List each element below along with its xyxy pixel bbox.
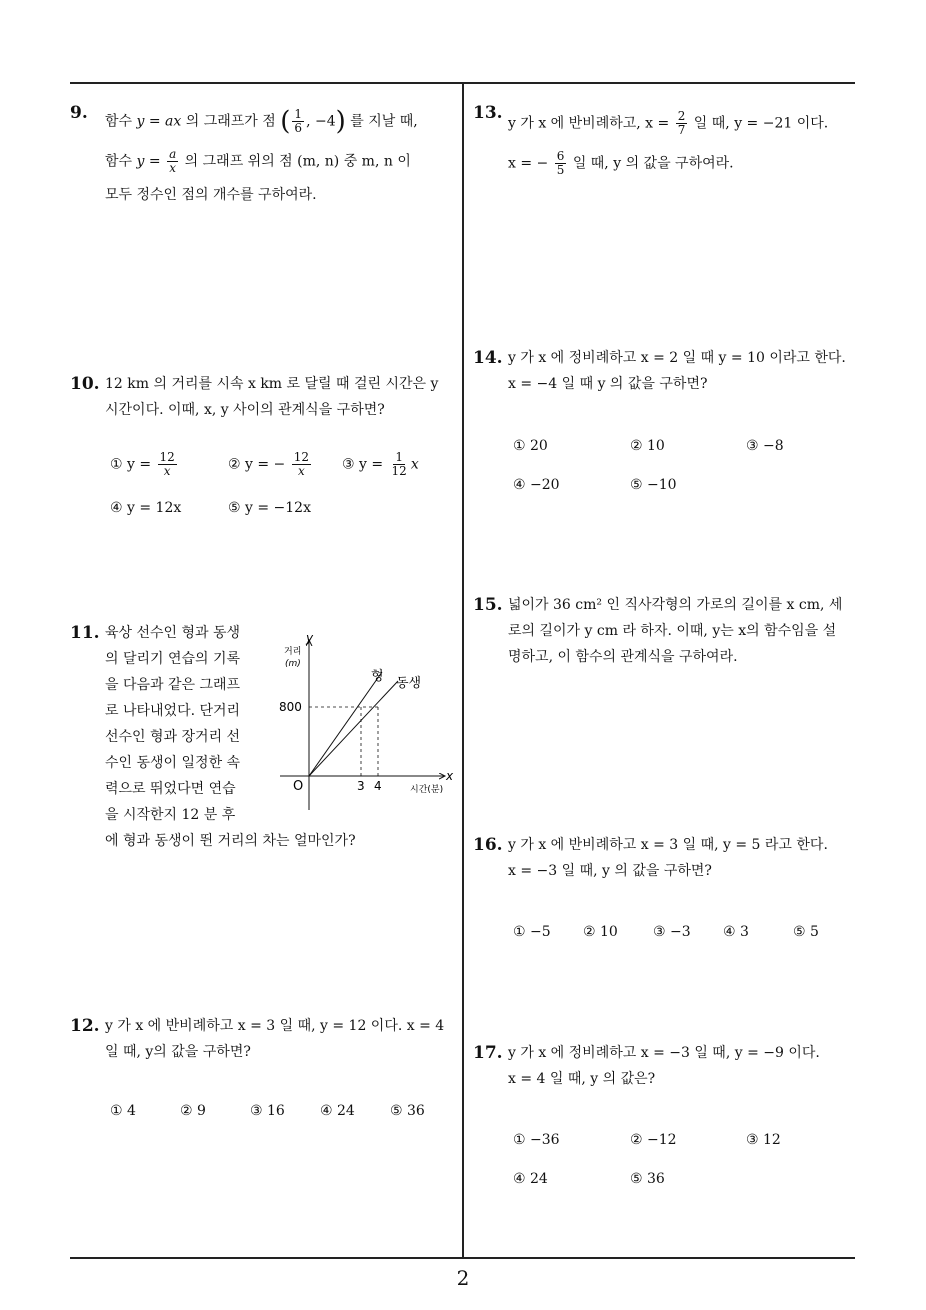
distance-time-graph	[270, 630, 455, 815]
dongsaeng-label: 동생	[396, 676, 422, 691]
option-1[interactable]: ① −5	[513, 924, 551, 940]
page-number: 2	[456, 1266, 470, 1290]
q9-line1: 함수 y = ax 의 그래프가 점 ( $\frac{1}{6}$ , −4) 를 지날 때,	[105, 106, 418, 137]
option-4[interactable]: ④ 24	[513, 1171, 548, 1187]
option-2[interactable]: ② −12	[630, 1132, 677, 1148]
q11-line: 육상 선수인 형과 동생	[105, 625, 241, 641]
question-number: 11.	[70, 623, 100, 643]
option-2[interactable]: ② 10	[583, 924, 618, 940]
option-5[interactable]: ⑤ 36	[390, 1103, 425, 1119]
option-5[interactable]: ⑤ 5	[793, 924, 819, 940]
q15-line2: 로의 길이가 y cm 라 하자. 이때, y는 x의 함수임을 설	[508, 623, 837, 639]
option-2[interactable]: ② 10	[630, 438, 665, 454]
q9-line2: 함수 y = $\frac{a}{x}$ 의 그래프 위의 점 (m, n) 중 m, n 이	[105, 147, 411, 175]
y-title-2: (m)	[285, 659, 301, 669]
question-number: 10.	[70, 374, 100, 394]
option-4[interactable]: ④ −20	[513, 477, 560, 493]
q13-line2: x = − $\frac{6}{5}$ 일 때, y 의 값을 구하여라.	[508, 149, 734, 177]
question-15	[473, 592, 863, 682]
option-1[interactable]: ① −36	[513, 1132, 560, 1148]
question-number: 16.	[473, 835, 503, 855]
question-16	[473, 832, 858, 942]
q17-line1: y 가 x 에 정비례하고 x = −3 일 때, y = −9 이다.	[508, 1045, 820, 1061]
q14-line2: x = −4 일 때 y 의 값을 구하면?	[508, 376, 708, 392]
q15-line1: 넓이가 36 cm² 인 직사각형의 가로의 길이를 x cm, 세	[508, 597, 843, 613]
question-number: 15.	[473, 595, 503, 615]
question-13	[473, 100, 858, 190]
q9-line3: 모두 정수인 점의 개수를 구하여라.	[105, 187, 317, 203]
q11-body	[105, 620, 265, 828]
q16-line2: x = −3 일 때, y 의 값을 구하면?	[508, 863, 712, 879]
hyung-line	[309, 672, 382, 776]
question-9	[70, 100, 455, 220]
y-title-1: 거리	[284, 647, 302, 657]
q12-line1: y 가 x 에 반비례하고 x = 3 일 때, y = 12 이다. x = 4	[105, 1018, 445, 1034]
question-number: 9.	[70, 103, 88, 123]
option-4[interactable]: ④ 3	[723, 924, 749, 940]
y-axis-label: y	[306, 631, 314, 645]
question-10	[70, 371, 455, 521]
column-divider	[462, 83, 464, 1258]
q11-line: 로 나타내었다. 단거리	[105, 703, 241, 719]
q14-line1: y 가 x 에 정비례하고 x = 2 일 때 y = 10 이라고 한다.	[508, 350, 846, 366]
question-number: 14.	[473, 348, 503, 368]
x-tick-4: 4	[374, 779, 382, 793]
option-4[interactable]: ④ y = 12x	[110, 500, 182, 516]
dongsaeng-line	[309, 681, 398, 776]
question-17	[473, 1040, 858, 1190]
x-axis-label: x	[446, 769, 454, 783]
option-1[interactable]: ① y = $\frac{12}{x}$	[110, 450, 175, 478]
q10-line2: 시간이다. 이때, x, y 사이의 관계식을 구하면?	[105, 402, 385, 418]
option-1[interactable]: ① 20	[513, 438, 548, 454]
q15-line3: 명하고, 이 함수의 관계식을 구하여라.	[508, 649, 738, 665]
q11-line: 을 다음과 같은 그래프	[105, 677, 241, 693]
origin-label: O	[293, 779, 304, 794]
option-3[interactable]: ③ −8	[746, 438, 784, 454]
question-number: 13.	[473, 103, 503, 123]
option-5[interactable]: ⑤ −10	[630, 477, 677, 493]
option-4[interactable]: ④ 24	[320, 1103, 355, 1119]
q11-line: 을 시작한지 12 분 후	[105, 807, 236, 823]
option-3[interactable]: ③ 12	[746, 1132, 781, 1148]
q11-line: 력으로 뛰었다면 연습	[105, 781, 236, 797]
question-14	[473, 345, 858, 495]
q10-line1: 12 km 의 거리를 시속 x km 로 달릴 때 걸린 시간은 y	[105, 376, 439, 392]
x-title: 시간(분)	[410, 785, 444, 795]
option-2[interactable]: ② 9	[180, 1103, 206, 1119]
option-3[interactable]: ③ 16	[250, 1103, 285, 1119]
q11-line: 선수인 형과 장거리 선	[105, 729, 241, 745]
question-number: 12.	[70, 1016, 100, 1036]
q16-line1: y 가 x 에 반비례하고 x = 3 일 때, y = 5 라고 한다.	[508, 837, 828, 853]
q11-last-line: 에 형과 동생이 뛴 거리의 차는 얼마인가?	[105, 833, 356, 849]
q13-line1: y 가 x 에 반비례하고, x = $\frac{2}{7}$ 일 때, y = −21 이다.	[508, 109, 829, 137]
q17-line2: x = 4 일 때, y 의 값은?	[508, 1071, 656, 1087]
q11-line: 수인 동생이 일정한 속	[105, 755, 241, 771]
option-3[interactable]: ③ y = $\frac{1}{12}$ x	[342, 450, 419, 478]
q12-line2: 일 때, y의 값을 구하면?	[105, 1044, 251, 1060]
option-5[interactable]: ⑤ y = −12x	[228, 500, 311, 516]
y-tick-800: 800	[279, 700, 302, 714]
option-5[interactable]: ⑤ 36	[630, 1171, 665, 1187]
q11-line: 의 달리기 연습의 기록	[105, 651, 241, 667]
hyung-label: 형	[371, 669, 384, 684]
x-tick-3: 3	[357, 779, 365, 793]
question-12	[70, 1013, 455, 1123]
option-1[interactable]: ① 4	[110, 1103, 136, 1119]
question-11	[70, 620, 455, 855]
option-3[interactable]: ③ −3	[653, 924, 691, 940]
bottom-rule	[70, 1257, 855, 1259]
option-2[interactable]: ② y = − $\frac{12}{x}$	[228, 450, 310, 478]
question-number: 17.	[473, 1043, 503, 1063]
